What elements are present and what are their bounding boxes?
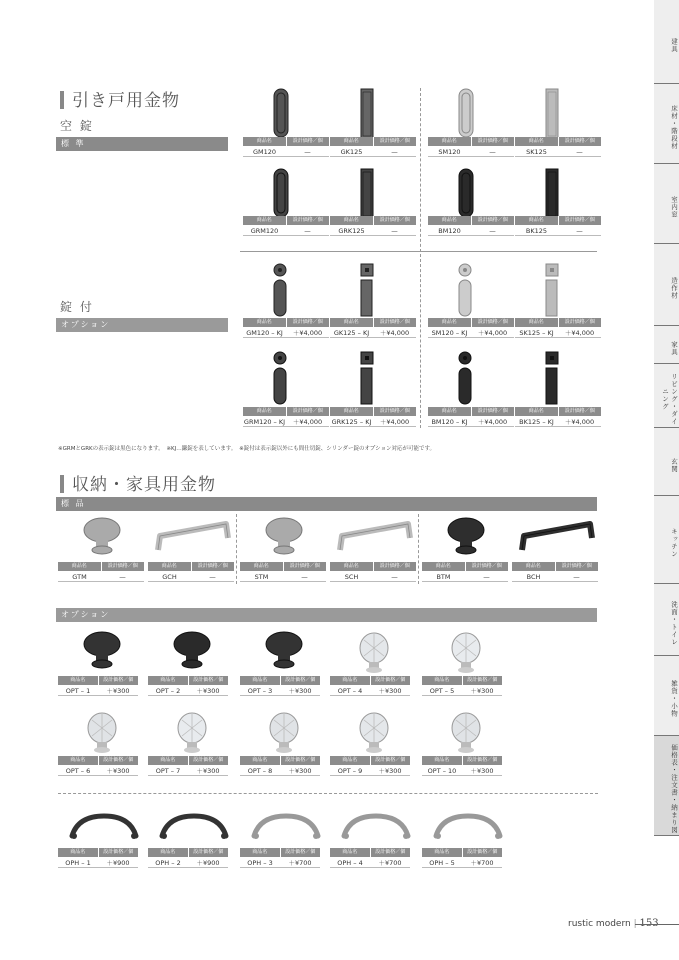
product-row	[148, 572, 234, 582]
label-name: 商品名	[342, 677, 358, 683]
rect-pull-icon	[545, 279, 561, 317]
label-price: 設計価格／個	[465, 562, 509, 571]
label-header	[58, 562, 144, 571]
product-name: SK125 – KJ	[519, 329, 554, 337]
crystal-knob-icon	[354, 710, 394, 754]
label-header	[330, 407, 416, 416]
tab-9[interactable]	[654, 656, 679, 736]
product-name: OPT – 3	[247, 687, 273, 695]
label-header	[243, 318, 329, 327]
product-name: SM120	[438, 148, 461, 156]
label-header	[515, 216, 601, 225]
label-header	[512, 562, 598, 571]
product-price: ＋¥4,000	[564, 418, 595, 426]
product-price: —	[391, 573, 398, 581]
product-price: —	[304, 227, 311, 235]
product-price: ＋¥700	[288, 859, 312, 867]
tab-label: リビング・ダイニング	[661, 372, 678, 426]
knob-icon	[82, 516, 122, 556]
label-name: 商品名	[435, 563, 451, 569]
crystal-knob-icon	[446, 710, 486, 754]
label-header	[243, 216, 329, 225]
label-price: 設計価格／個	[191, 562, 235, 571]
product-name: OPT – 8	[247, 767, 273, 775]
key-plate-icon	[360, 350, 374, 364]
label-price: 設計価格／個	[373, 216, 417, 225]
round-pull-icon	[458, 367, 474, 405]
label-price: 設計価格／個	[471, 407, 515, 416]
key-plate-icon	[545, 350, 559, 364]
product-price: ＋¥900	[196, 859, 220, 867]
product-row	[515, 226, 601, 236]
product-price: ＋¥300	[196, 767, 220, 775]
tab-0[interactable]	[654, 0, 679, 84]
label-price: 設計価格／個	[98, 676, 139, 685]
product-name: OPT – 7	[155, 767, 181, 775]
product-price: ＋¥4,000	[292, 329, 323, 337]
label-header	[148, 848, 228, 857]
label-price: 設計価格／個	[471, 216, 515, 225]
product-row	[330, 766, 410, 776]
label-price: 設計価格／個	[373, 407, 417, 416]
label-header	[422, 848, 502, 857]
rect-pull-icon	[360, 88, 376, 140]
label-header	[428, 318, 514, 327]
label-header	[148, 676, 228, 685]
label-header	[330, 676, 410, 685]
product-row	[330, 226, 416, 236]
label-header	[243, 137, 329, 146]
band-storage-option: オプション	[56, 608, 597, 622]
product-row	[148, 858, 228, 868]
label-name: 商品名	[528, 408, 544, 414]
label-price: 設計価格／個	[188, 848, 229, 857]
tab-label: 家具	[670, 340, 678, 356]
product-row	[58, 766, 138, 776]
product-price: ＋¥300	[288, 767, 312, 775]
product-name: OPT – 6	[65, 767, 91, 775]
tab-label: 床材・階段材	[670, 104, 678, 150]
product-price: —	[209, 573, 216, 581]
rect-pull-icon	[360, 367, 376, 405]
product-name: GRM120 – KJ	[243, 418, 286, 426]
label-price: 設計価格／個	[286, 216, 330, 225]
product-price: ＋¥4,000	[379, 418, 410, 426]
rect-pull-icon	[545, 367, 561, 405]
arch-handle-icon	[158, 810, 230, 846]
product-row	[422, 766, 502, 776]
product-price: ＋¥300	[196, 687, 220, 695]
bar-handle-icon	[154, 520, 234, 556]
product-name: GM120 – KJ	[246, 329, 283, 337]
label-price: 設計価格／個	[98, 848, 139, 857]
product-row	[512, 572, 598, 582]
product-price: —	[576, 227, 583, 235]
product-name: OPT – 2	[155, 687, 181, 695]
tab-10[interactable]	[654, 736, 679, 836]
label-name: 商品名	[70, 757, 86, 763]
tab-2[interactable]	[654, 164, 679, 244]
label-name: 商品名	[71, 563, 87, 569]
label-header	[240, 562, 326, 571]
key-plate-icon	[273, 350, 287, 364]
label-price: 設計価格／個	[370, 756, 411, 765]
label-header	[58, 756, 138, 765]
product-name: OPH – 1	[65, 859, 91, 867]
tab-label: 洗面・トイレ	[670, 600, 678, 646]
product-row	[243, 328, 329, 338]
label-header	[422, 676, 502, 685]
product-price: ＋¥4,000	[292, 418, 323, 426]
label-price: 設計価格／個	[462, 676, 503, 685]
label-price: 設計価格／個	[555, 562, 599, 571]
label-price: 設計価格／個	[471, 318, 515, 327]
tab-label: 造作材	[670, 276, 678, 300]
label-name: 商品名	[160, 757, 176, 763]
product-row	[243, 226, 329, 236]
label-name: 商品名	[252, 849, 268, 855]
round-pull-icon	[273, 168, 289, 220]
label-name: 商品名	[256, 217, 272, 223]
round-pull-icon	[273, 88, 289, 140]
tab-3[interactable]	[654, 244, 679, 326]
label-header	[240, 676, 320, 685]
band-storage-standard: 標 品	[56, 497, 597, 511]
label-name: 商品名	[441, 408, 457, 414]
label-price: 設計価格／個	[98, 756, 139, 765]
label-price: 設計価格／個	[373, 562, 417, 571]
product-row	[515, 417, 601, 427]
label-price: 設計価格／個	[286, 318, 330, 327]
product-price: ＋¥4,000	[477, 418, 508, 426]
label-name: 商品名	[253, 563, 269, 569]
label-name: 商品名	[441, 138, 457, 144]
label-name: 商品名	[161, 563, 177, 569]
product-price: ＋¥300	[288, 687, 312, 695]
tab-5[interactable]	[654, 364, 679, 428]
key-plate-icon	[458, 350, 472, 364]
round-pull-icon	[458, 88, 474, 140]
product-name: GTM	[72, 573, 87, 581]
label-price: 設計価格／個	[462, 756, 503, 765]
label-name: 商品名	[343, 408, 359, 414]
label-name: 商品名	[434, 757, 450, 763]
product-row	[422, 572, 508, 582]
tab-label: 建具	[670, 37, 678, 53]
product-name: BK125 – KJ	[519, 418, 554, 426]
product-price: ＋¥300	[106, 767, 130, 775]
tab-7[interactable]	[654, 496, 679, 584]
tab-label: キッチン	[670, 528, 678, 558]
tab-8[interactable]	[654, 584, 679, 656]
product-row	[515, 328, 601, 338]
band-standard: 標 準	[56, 137, 228, 151]
label-name: 商品名	[256, 408, 272, 414]
label-header	[330, 137, 416, 146]
product-name: GRK125	[338, 227, 365, 235]
label-header	[330, 562, 416, 571]
product-price: ＋¥300	[378, 687, 402, 695]
label-name: 商品名	[525, 563, 541, 569]
label-header	[515, 137, 601, 146]
label-header	[240, 756, 320, 765]
label-header	[58, 848, 138, 857]
bar-handle-icon	[336, 520, 416, 556]
label-name: 商品名	[343, 563, 359, 569]
label-price: 設計価格／個	[373, 318, 417, 327]
product-name: BTM	[436, 573, 451, 581]
label-header	[330, 756, 410, 765]
product-row	[515, 147, 601, 157]
label-price: 設計価格／個	[286, 137, 330, 146]
product-row	[428, 147, 514, 157]
label-header	[330, 318, 416, 327]
product-price: —	[483, 573, 490, 581]
tab-label: 雑貨・小物	[670, 680, 678, 718]
label-header	[428, 216, 514, 225]
label-price: 設計価格／個	[188, 756, 229, 765]
label-price: 設計価格／個	[558, 318, 602, 327]
product-row	[422, 858, 502, 868]
label-price: 設計価格／個	[462, 848, 503, 857]
label-name: 商品名	[441, 217, 457, 223]
product-name: STM	[254, 573, 269, 581]
product-price: —	[391, 227, 398, 235]
label-header	[422, 562, 508, 571]
product-name: OPT – 5	[429, 687, 455, 695]
product-price: ＋¥4,000	[477, 329, 508, 337]
tab-1[interactable]	[654, 84, 679, 164]
product-row	[330, 858, 410, 868]
arch-handle-icon	[340, 810, 412, 846]
product-price: —	[573, 573, 580, 581]
tab-label: 価格表・注文書・納まり図	[670, 744, 678, 834]
key-plate-icon	[273, 262, 287, 276]
product-name: OPH – 5	[429, 859, 455, 867]
label-price: 設計価格／個	[558, 407, 602, 416]
label-name: 商品名	[252, 757, 268, 763]
product-price: ＋¥4,000	[379, 329, 410, 337]
label-name: 商品名	[528, 319, 544, 325]
label-name: 商品名	[256, 319, 272, 325]
product-price: ＋¥900	[106, 859, 130, 867]
crystal-knob-icon	[354, 630, 394, 674]
product-row	[243, 147, 329, 157]
tab-label: 玄関	[670, 457, 678, 473]
product-row	[330, 572, 416, 582]
product-name: OPH – 2	[155, 859, 181, 867]
product-row	[58, 572, 144, 582]
label-header	[515, 407, 601, 416]
round-pull-icon	[458, 168, 474, 220]
knob-icon	[172, 630, 212, 674]
label-header	[428, 407, 514, 416]
product-row	[330, 147, 416, 157]
product-name: GM120	[252, 148, 277, 156]
label-price: 設計価格／個	[188, 676, 229, 685]
product-price: —	[301, 573, 308, 581]
band-option: オプション	[56, 318, 228, 332]
rect-pull-icon	[360, 168, 376, 220]
round-pull-icon	[273, 279, 289, 317]
round-pull-icon	[458, 279, 474, 317]
key-plate-icon	[360, 262, 374, 276]
page-title: 引き戸用金物	[60, 86, 180, 111]
label-name: 商品名	[160, 677, 176, 683]
knob-icon	[264, 630, 304, 674]
product-name: GK125	[340, 148, 363, 156]
section-title-joutsuki: 錠 付	[60, 300, 94, 314]
label-price: 設計価格／個	[471, 137, 515, 146]
product-row	[330, 686, 410, 696]
label-price: 設計価格／個	[286, 407, 330, 416]
product-price: ＋¥300	[470, 687, 494, 695]
product-name: GRM120	[250, 227, 279, 235]
label-price: 設計価格／個	[558, 137, 602, 146]
label-name: 商品名	[528, 138, 544, 144]
product-price: ＋¥300	[106, 687, 130, 695]
product-price: ＋¥4,000	[564, 329, 595, 337]
key-plate-icon	[545, 262, 559, 276]
storage-title: 収納・家具用金物	[60, 470, 216, 495]
label-name: 商品名	[343, 217, 359, 223]
label-name: 商品名	[70, 849, 86, 855]
product-row	[428, 328, 514, 338]
key-plate-icon	[458, 262, 472, 276]
product-row	[240, 686, 320, 696]
tab-label: 室内窓	[670, 195, 678, 219]
product-name: OPT – 9	[337, 767, 363, 775]
label-header	[330, 848, 410, 857]
product-name: OPH – 4	[337, 859, 363, 867]
crystal-knob-icon	[264, 710, 304, 754]
product-price: ＋¥300	[378, 767, 402, 775]
label-header	[240, 848, 320, 857]
rect-pull-icon	[360, 279, 376, 317]
note-text: ※GRMとGRKの表示錠は黒色になります。 ※KJ…鎌錠を表しています。 ※錠付は表示錠以外にも間仕切錠、シリンダー錠のオプション対応が可能です。	[58, 446, 436, 452]
label-price: 設計価格／個	[280, 676, 321, 685]
label-header	[58, 676, 138, 685]
label-price: 設計価格／個	[370, 848, 411, 857]
label-header	[428, 137, 514, 146]
label-name: 商品名	[252, 677, 268, 683]
tab-6[interactable]	[654, 428, 679, 496]
label-header	[330, 216, 416, 225]
arch-handle-icon	[68, 810, 140, 846]
knob-icon	[446, 516, 486, 556]
arch-handle-icon	[250, 810, 322, 846]
label-name: 商品名	[342, 849, 358, 855]
product-name: BK125	[525, 227, 548, 235]
rect-pull-icon	[545, 88, 561, 140]
product-row	[330, 417, 416, 427]
label-name: 商品名	[160, 849, 176, 855]
product-price: —	[119, 573, 126, 581]
product-name: BM120	[438, 227, 461, 235]
product-name: SK125	[526, 148, 547, 156]
product-name: OPT – 10	[427, 767, 457, 775]
knob-icon	[82, 630, 122, 674]
label-price: 設計価格／個	[283, 562, 327, 571]
product-name: GCH	[162, 573, 177, 581]
product-name: OPT – 4	[337, 687, 363, 695]
product-price: ＋¥700	[470, 859, 494, 867]
arch-handle-icon	[432, 810, 504, 846]
crystal-knob-icon	[446, 630, 486, 674]
label-name: 商品名	[70, 677, 86, 683]
product-price: —	[576, 148, 583, 156]
product-name: OPT – 1	[65, 687, 91, 695]
label-header	[515, 318, 601, 327]
label-name: 商品名	[342, 757, 358, 763]
label-header	[243, 407, 329, 416]
product-price: —	[391, 148, 398, 156]
product-price: —	[489, 148, 496, 156]
product-row	[243, 417, 329, 427]
product-row	[58, 858, 138, 868]
product-name: SCH	[344, 573, 359, 581]
product-row	[428, 226, 514, 236]
product-row	[240, 572, 326, 582]
label-header	[148, 756, 228, 765]
label-header	[422, 756, 502, 765]
label-name: 商品名	[441, 319, 457, 325]
product-price: ＋¥700	[378, 859, 402, 867]
label-name: 商品名	[434, 849, 450, 855]
product-name: GRK125 – KJ	[331, 418, 372, 426]
product-name: BM120 – KJ	[431, 418, 468, 426]
crystal-knob-icon	[172, 710, 212, 754]
label-price: 設計価格／個	[370, 676, 411, 685]
product-name: BCH	[526, 573, 541, 581]
label-name: 商品名	[434, 677, 450, 683]
knob-icon	[264, 516, 304, 556]
product-price: —	[304, 148, 311, 156]
product-name: GK125 – KJ	[333, 329, 370, 337]
label-price: 設計価格／個	[101, 562, 145, 571]
product-row	[422, 686, 502, 696]
label-price: 設計価格／個	[558, 216, 602, 225]
product-row	[240, 766, 320, 776]
product-row	[148, 766, 228, 776]
label-price: 設計価格／個	[280, 848, 321, 857]
label-price: 設計価格／個	[280, 756, 321, 765]
label-name: 商品名	[343, 138, 359, 144]
product-price: —	[489, 227, 496, 235]
product-row	[330, 328, 416, 338]
label-name: 商品名	[343, 319, 359, 325]
product-row	[240, 858, 320, 868]
label-price: 設計価格／個	[373, 137, 417, 146]
footer-brand: rustic modern	[568, 919, 631, 929]
product-name: SM120 – KJ	[431, 329, 468, 337]
product-row	[148, 686, 228, 696]
product-price: ＋¥300	[470, 767, 494, 775]
product-row	[58, 686, 138, 696]
label-header	[148, 562, 234, 571]
label-name: 商品名	[256, 138, 272, 144]
bar-handle-icon	[518, 520, 598, 556]
rect-pull-icon	[545, 168, 561, 220]
product-row	[428, 417, 514, 427]
product-name: OPH – 3	[247, 859, 273, 867]
section-title-kara: 空 錠	[60, 119, 94, 133]
tab-4[interactable]	[654, 326, 679, 364]
label-name: 商品名	[528, 217, 544, 223]
crystal-knob-icon	[82, 710, 122, 754]
round-pull-icon	[273, 367, 289, 405]
